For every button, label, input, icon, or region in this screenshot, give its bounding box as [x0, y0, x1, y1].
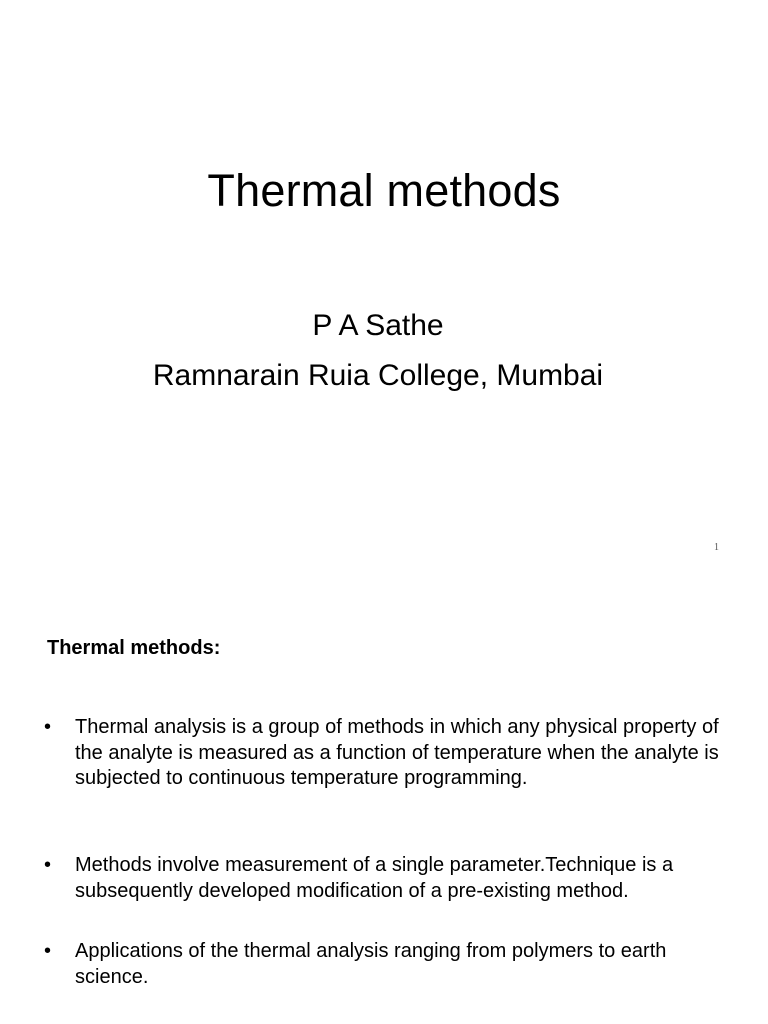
bullet-dot-icon: • — [44, 854, 52, 876]
author-affiliation: Ramnarain Ruia College, Mumbai — [152, 359, 604, 392]
page-number: 1 — [714, 542, 719, 553]
content-slide — [0, 580, 768, 1024]
section-heading: Thermal methods: — [47, 637, 221, 659]
bullet-item — [44, 715, 724, 792]
bullet-dot-icon: • — [44, 716, 52, 738]
bullet-text: Thermal analysis is a group of methods in which any physical property of the analyte is measured as a function of temperature when the analyte is subjected to continuous temperature programming. — [75, 716, 719, 789]
bullet-item — [44, 939, 724, 990]
author-name: P A Sathe — [312, 309, 444, 342]
bullet-item — [44, 853, 724, 904]
bullet-dot-icon: • — [44, 940, 52, 962]
slide-title: Thermal methods — [207, 165, 561, 216]
bullet-text: Applications of the thermal analysis ranging from polymers to earth science. — [75, 940, 667, 988]
bullet-text: Methods involve measurement of a single parameter.Technique is a subsequently developed modification of a pre-existing method. — [75, 854, 674, 902]
